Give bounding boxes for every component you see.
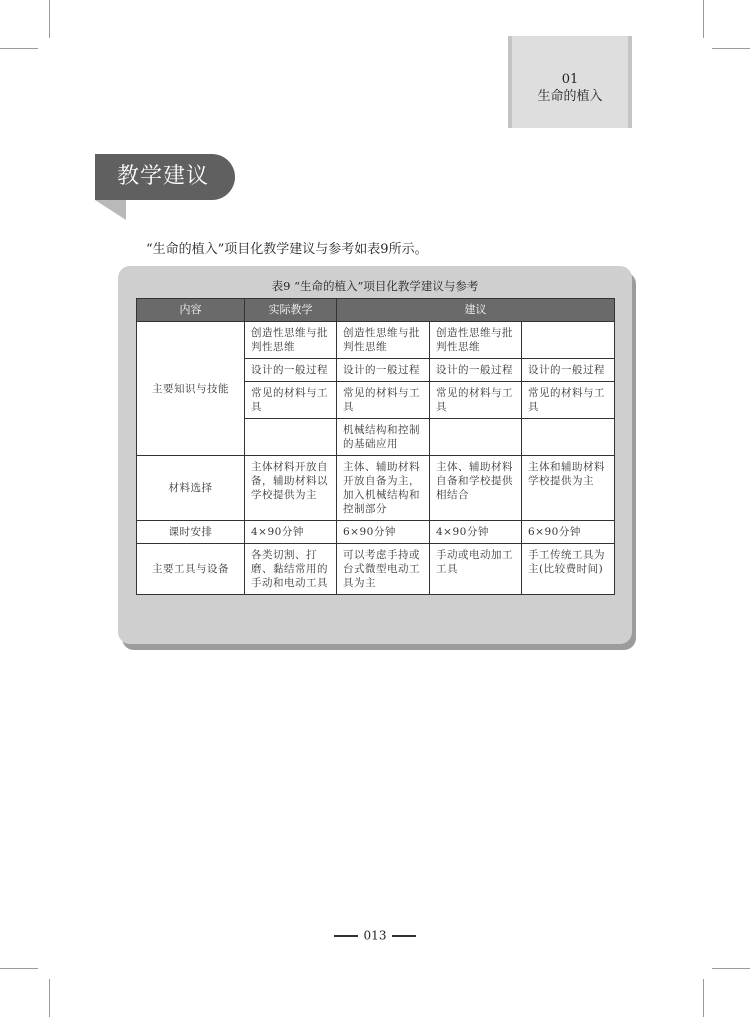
table-cell — [522, 322, 615, 359]
row-label-schedule: 课时安排 — [137, 521, 245, 544]
intro-paragraph: “生命的植入”项目化教学建议与参考如表9所示。 — [146, 242, 428, 257]
table-cell — [430, 419, 522, 456]
crop-mark — [0, 968, 38, 969]
table-card — [118, 266, 632, 644]
table-cell: 创造性思维与批判性思维 — [430, 322, 522, 359]
table-cell: 主体、辅助材料开放自备为主，加入机械结构和控制部分 — [337, 456, 430, 521]
table-cell: 常见的材料与工具 — [522, 382, 615, 419]
header-content: 内容 — [137, 299, 245, 322]
row-label-tools: 主要工具与设备 — [137, 544, 245, 595]
table-row — [137, 322, 615, 359]
page-rule-right — [392, 935, 416, 937]
table-cell: 机械结构和控制的基础应用 — [337, 419, 430, 456]
table-cell: 主体、辅助材料自备和学校提供相结合 — [430, 456, 522, 521]
chapter-number: 01 — [561, 72, 579, 87]
chapter-tab — [508, 36, 632, 128]
table-cell: 4×90分钟 — [245, 521, 337, 544]
crop-mark — [0, 48, 38, 49]
header-practice: 实际教学 — [245, 299, 337, 322]
crop-mark — [712, 48, 750, 49]
page-number-block — [0, 925, 750, 944]
row-label-materials: 材料选择 — [137, 456, 245, 521]
table-cell: 设计的一般过程 — [245, 359, 337, 382]
table-cell: 6×90分钟 — [522, 521, 615, 544]
table-cell: 各类切割、打磨、黏结常用的手动和电动工具 — [245, 544, 337, 595]
table-cell: 常见的材料与工具 — [337, 382, 430, 419]
table-cell: 可以考虑手持或台式微型电动工具为主 — [337, 544, 430, 595]
page-rule-left — [334, 935, 358, 937]
section-title: 教学建议 — [117, 164, 210, 189]
table-row — [137, 456, 615, 521]
table-cell: 4×90分钟 — [430, 521, 522, 544]
table-cell: 主体材料开放自备，辅助材料以学校提供为主 — [245, 456, 337, 521]
table-cell: 常见的材料与工具 — [430, 382, 522, 419]
table-cell: 常见的材料与工具 — [245, 382, 337, 419]
table-cell — [245, 419, 337, 456]
chapter-title: 生命的植入 — [537, 89, 603, 104]
table-cell: 手动或电动加工工具 — [430, 544, 522, 595]
banner-fold — [95, 200, 126, 220]
table-cell: 创造性思维与批判性思维 — [245, 322, 337, 359]
teaching-table — [136, 298, 615, 595]
crop-mark — [49, 0, 50, 38]
crop-mark — [703, 979, 704, 1017]
crop-mark — [49, 979, 50, 1017]
header-advice: 建议 — [337, 299, 615, 322]
row-label-knowledge: 主要知识与技能 — [137, 322, 245, 456]
table-cell: 手工传统工具为主(比较费时间) — [522, 544, 615, 595]
section-banner — [95, 154, 235, 220]
table-row — [137, 544, 615, 595]
table-cell: 主体和辅助材料学校提供为主 — [522, 456, 615, 521]
table-cell: 设计的一般过程 — [337, 359, 430, 382]
crop-mark — [712, 968, 750, 969]
table-cell: 设计的一般过程 — [522, 359, 615, 382]
page-number: 013 — [363, 928, 387, 943]
table-cell: 设计的一般过程 — [430, 359, 522, 382]
table-caption: 表9 “生命的植入”项目化教学建议与参考 — [271, 279, 479, 293]
crop-mark — [703, 0, 704, 38]
table-cell: 创造性思维与批判性思维 — [337, 322, 430, 359]
table-cell — [522, 419, 615, 456]
table-header-row — [137, 299, 615, 322]
table-cell: 6×90分钟 — [337, 521, 430, 544]
table-row — [137, 521, 615, 544]
